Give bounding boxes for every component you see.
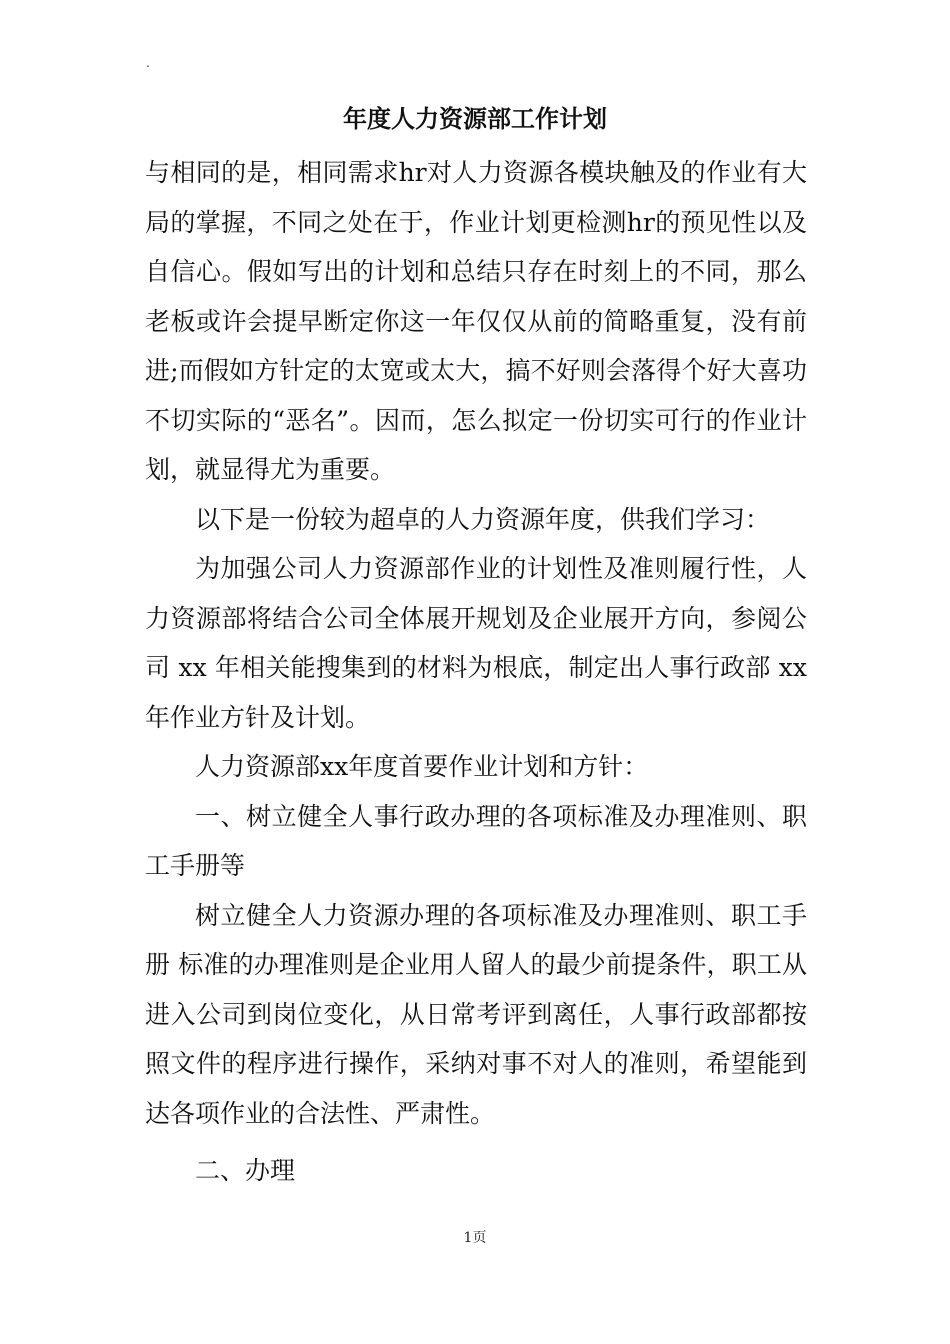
page-number: 1页: [463, 1230, 487, 1246]
section-heading-one: 一、树立健全人事行政办理的各项标准及办理准则、职工手册等: [145, 801, 807, 880]
corner-mark: .: [146, 56, 150, 70]
paragraph-purpose: 为加强公司人力资源部作业的计划性及准则履行性，人力资源部将结合公司全体展开规划及企业展开方向，参阅公司 xx 年相关能搜集到的材料为根底，制定出人事行政部 xx年作业方针及计划。: [145, 554, 807, 732]
document-title: 年度人力资源部工作计划: [343, 105, 607, 133]
section-heading-two: 二、办理: [195, 1156, 296, 1185]
document-body: [145, 148, 807, 1196]
paragraph-plan-heading: 人力资源部xx年度首要作业计划和方针：: [195, 752, 649, 781]
paragraph-section-one: 树立健全人力资源办理的各项标准及办理准则、职工手册 标准的办理准则是企业用人留人的最少前提条件，职工从进入公司到岗位变化，从日常考评到离任，人事行政部都按照文件的程序进行操作，采纳对事不对人的准则，希望能到达各项作业的合法性、严肃性。: [145, 900, 807, 1128]
paragraph-intro: 与相同的是，相同需求hr对人力资源各模块触及的作业有大局的掌握，不同之处在于，作业计划更检测hr的预见性以及自信心。假如写出的计划和总结只存在时刻上的不同，那么老板或许会提早断定你这一年仅仅从前的简略重复，没有前进;而假如方针定的太宽或太大，搞不好则会落得个好大喜功不切实际的“恶名”。因而，怎么拟定一份切实可行的作业计划，就显得尤为重要。: [145, 158, 807, 484]
paragraph-lead-in: 以下是一份较为超卓的人力资源年度，供我们学习：: [195, 504, 771, 534]
